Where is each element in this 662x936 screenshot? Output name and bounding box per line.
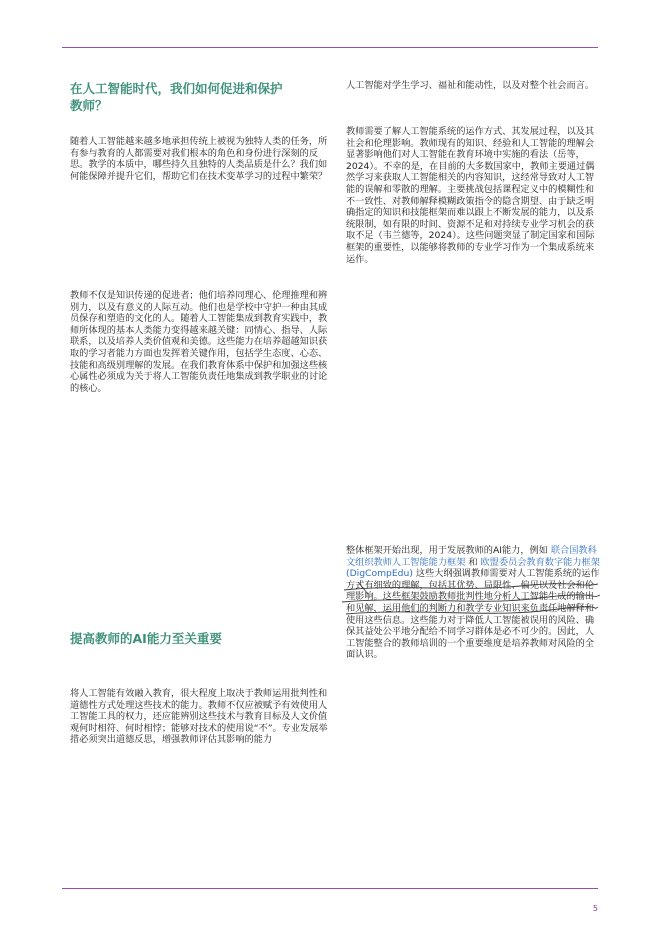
paragraph-3-intro: 整体框架开始出现，用于发展教师的AI能力，例如 xyxy=(346,545,548,556)
left-paragraph-2: 教师不仅是知识传递的促进者；他们培养同理心、伦理推理和辨别力，以及有意义的人际互动。他们也是学校中守护一种由其成员保存和塑造的文化的人。随着人工智能集成到教育实践中，教师所体现的基本人类能力变得越来越关键：同情心、指导、人际联系，以及培养人类价值观和美德。这些能力在培养超越知识获取的学习者能力方面也发挥着关键作用，包括学生态度、心态、技能和高级别理解的发展。在我们教育体系中保护和加强这些核心属性必须成为关于将人工智能负责任地集成到教学职业的讨论的核心。 xyxy=(70,290,328,394)
section-heading-ai-competency: 提高教师的AI能力至关重要 xyxy=(70,631,222,646)
right-paragraph-3 xyxy=(346,545,602,661)
bottom-divider xyxy=(62,888,598,889)
right-paragraph-2: 教师需要了解人工智能系统的运作方式、其发展过程，以及其社会和伦理影响。教师现有的知识、经验和人工智能的理解会显著影响他们对人工智能在教育环境中实施的看法（岳等，2024）。不幸的是，在目前的大多数国家中，教师主要通过偶然学习来获取人工智能相关的内容知识，这经常导致对人工智能的误解和零散的理解。主要挑战包括课程定义中的模糊性和不一致性、对教师解释模糊政策指令的隐含期望、由于缺乏明确指定的知识和技能框架而难以跟上不断发展的能力，以及系统限制，如有限的时间、资源不足和对持续专业学习机会的获取不足（韦兰德等，2024）。这些问题突显了制定国家和国际框架的重要性，以能够将教师的专业学习作为一个集成系统来运作。 xyxy=(346,126,595,265)
left-paragraph-1: 随着人工智能越来越多地承担传统上被视为独特人类的任务，所有参与教育的人都需要对我们根本的角色和身份进行深刻的反思。教学的本质中，哪些持久且独特的人类品质是什么？我们如何能保障并提升它们，帮助它们在技术变革学习的过程中繁荣？ xyxy=(70,136,328,182)
paragraph-3-and: 和 xyxy=(468,556,478,568)
top-divider xyxy=(62,47,598,48)
unesco-ai-framework-link[interactable]: 联合国教科文组织教师人工智能能力框架 xyxy=(346,545,597,568)
right-paragraph-1: 人工智能对学生学习、福祉和能动性，以及对整个社会而言。 xyxy=(346,80,595,91)
section-heading-protect-teachers: 在人工智能时代，我们如何促进和保护教师？ xyxy=(70,81,283,113)
left-paragraph-3: 将人工智能有效融入教育，很大程度上取决于教师运用批判性和道德性方式处理这些技术的能力。教师不仅应被赋予有效使用人工智能工具的权力，还应能辨别这些技术与教育目标及人文价值观何时相符、何时相悖；能够对技术的使用说“不”。专业发展举措必须突出道德反思，增强教师评估其影响的能力 xyxy=(70,688,328,746)
digcompedu-framework-link[interactable]: 欧盟委员会教育数字能力框架 (DigCompEdu) xyxy=(346,556,600,580)
page-number: 5 xyxy=(592,904,598,913)
paragraph-3-body: 这些大纲强调教师需要对人工智能系统的运作方式有细致的理解，包括其优势、局限性、偏见以及社会和伦理影响。这些框架鼓励教师批判性地分析人工智能生成的输出和见解，运用他们的判断力和教学专业知识来负责任地解释和使用这些信息。这些能力对于降低人工智能被误用的风险、确保其益处公平地分配给不同学习群体是必不可少的。因此，人工智能整合的教师培训的一个重要维度是培养教师对风险的全面认识。 xyxy=(346,568,600,661)
